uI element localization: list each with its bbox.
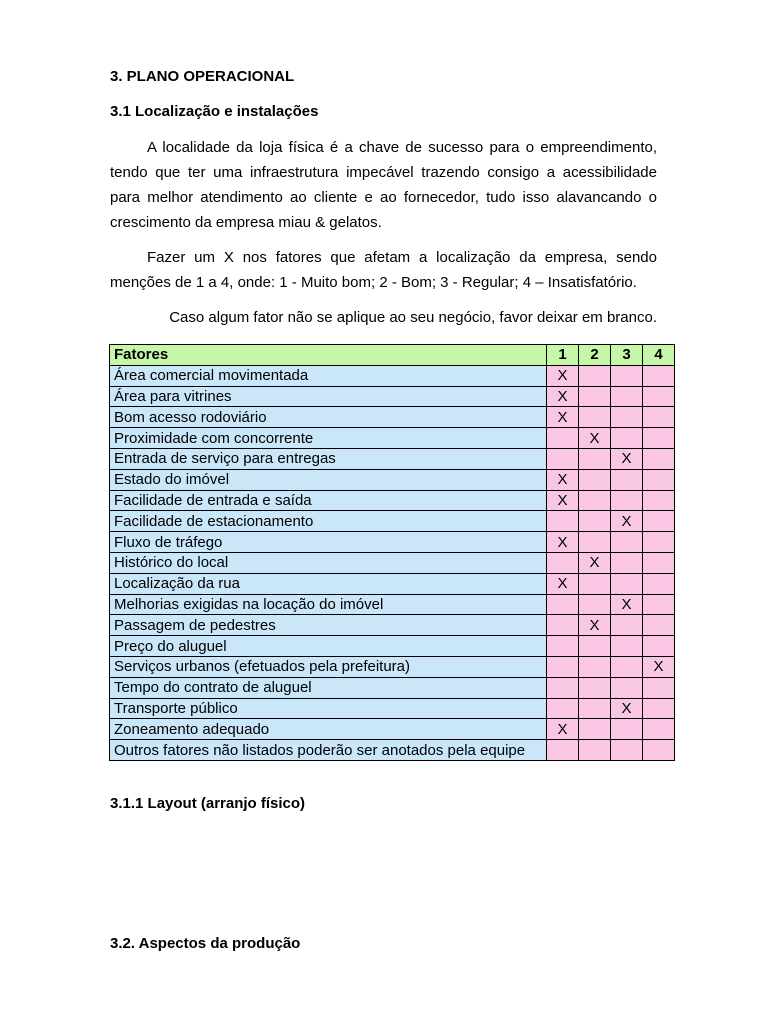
factor-name-cell: Zoneamento adequado (110, 719, 547, 740)
rating-cell-4 (643, 636, 675, 657)
rating-cell-1 (547, 615, 579, 636)
factor-name-cell: Área comercial movimentada (110, 365, 547, 386)
rating-cell-1: X (547, 407, 579, 428)
rating-cell-2 (579, 365, 611, 386)
rating-cell-1: X (547, 386, 579, 407)
rating-cell-2 (579, 469, 611, 490)
rating-cell-2 (579, 448, 611, 469)
rating-cell-4 (643, 407, 675, 428)
layout-subtitle: 3.1.1 Layout (arranjo físico) (110, 795, 306, 812)
header-1: 1 (547, 345, 579, 366)
rating-cell-1: X (547, 469, 579, 490)
factor-name-cell: Outros fatores não listados poderão ser anotados pela equipe (110, 740, 547, 761)
table-row (110, 594, 675, 615)
rating-cell-4 (643, 573, 675, 594)
table-row (110, 740, 675, 761)
rating-cell-3: X (611, 511, 643, 532)
rating-cell-4 (643, 615, 675, 636)
rating-cell-3 (611, 677, 643, 698)
rating-cell-4: X (643, 656, 675, 677)
rating-cell-2 (579, 511, 611, 532)
rating-cell-1 (547, 594, 579, 615)
rating-cell-4 (643, 719, 675, 740)
rating-cell-3 (611, 365, 643, 386)
rating-cell-4 (643, 552, 675, 573)
rating-cell-3: X (611, 594, 643, 615)
rating-cell-3 (611, 740, 643, 761)
rating-cell-3 (611, 636, 643, 657)
table-row (110, 490, 675, 511)
rating-cell-3 (611, 428, 643, 449)
table-row (110, 386, 675, 407)
header-fatores: Fatores (110, 345, 547, 366)
table-row (110, 448, 675, 469)
rating-cell-3 (611, 573, 643, 594)
rating-cell-3 (611, 386, 643, 407)
location-factors-table (109, 344, 675, 761)
rating-cell-4 (643, 428, 675, 449)
rating-cell-2 (579, 532, 611, 553)
subsection-title: 3.1 Localização e instalações (110, 103, 319, 120)
rating-cell-1: X (547, 719, 579, 740)
rating-cell-4 (643, 532, 675, 553)
rating-cell-1 (547, 552, 579, 573)
table-row (110, 532, 675, 553)
rating-cell-3 (611, 552, 643, 573)
rating-cell-3 (611, 656, 643, 677)
table-row (110, 636, 675, 657)
factor-name-cell: Histórico do local (110, 552, 547, 573)
table-row (110, 698, 675, 719)
rating-cell-1: X (547, 490, 579, 511)
rating-cell-4 (643, 469, 675, 490)
factor-name-cell: Passagem de pedestres (110, 615, 547, 636)
table-row (110, 615, 675, 636)
rating-cell-2 (579, 740, 611, 761)
factor-name-cell: Serviços urbanos (efetuados pela prefeitura) (110, 656, 547, 677)
rating-cell-4 (643, 365, 675, 386)
rating-cell-4 (643, 490, 675, 511)
factor-name-cell: Estado do imóvel (110, 469, 547, 490)
rating-cell-2 (579, 719, 611, 740)
rating-cell-3 (611, 469, 643, 490)
table-row (110, 552, 675, 573)
rating-cell-1 (547, 511, 579, 532)
rating-cell-2: X (579, 552, 611, 573)
rating-cell-1: X (547, 573, 579, 594)
factor-name-cell: Área para vitrines (110, 386, 547, 407)
intro-paragraph: A localidade da loja física é a chave de sucesso para o empreendimento, tendo que ter uma infraestrutura impecável trazendo consigo a acessibilidade para melhor atendimento ao cliente e ao fornecedor, tudo isso alavancando o crescimento da empresa miau & gelatos. (110, 139, 657, 231)
rating-cell-2: X (579, 615, 611, 636)
rating-cell-2: X (579, 428, 611, 449)
instruction-paragraph: Fazer um X nos fatores que afetam a localização da empresa, sendo menções de 1 a 4, onde: 1 - Muito bom; 2 - Bom; 3 - Regular; 4 – Insatisfatório. (110, 249, 657, 291)
rating-cell-4 (643, 511, 675, 532)
rating-cell-3 (611, 719, 643, 740)
rating-cell-2 (579, 698, 611, 719)
table-row (110, 573, 675, 594)
rating-cell-1 (547, 636, 579, 657)
production-section-title: 3.2. Aspectos da produção (110, 935, 301, 952)
header-3: 3 (611, 345, 643, 366)
rating-cell-1 (547, 656, 579, 677)
rating-cell-3: X (611, 698, 643, 719)
factor-name-cell: Facilidade de entrada e saída (110, 490, 547, 511)
section-title: 3. PLANO OPERACIONAL (110, 68, 295, 85)
table-row (110, 656, 675, 677)
rating-cell-1: X (547, 532, 579, 553)
rating-cell-2 (579, 594, 611, 615)
table-row (110, 719, 675, 740)
rating-cell-1 (547, 677, 579, 698)
rating-cell-4 (643, 677, 675, 698)
rating-cell-2 (579, 490, 611, 511)
factor-name-cell: Bom acesso rodoviário (110, 407, 547, 428)
rating-cell-3 (611, 490, 643, 511)
table-row (110, 428, 675, 449)
factor-name-cell: Proximidade com concorrente (110, 428, 547, 449)
rating-cell-4 (643, 698, 675, 719)
rating-cell-3 (611, 532, 643, 553)
table-row (110, 469, 675, 490)
rating-cell-1 (547, 448, 579, 469)
rating-cell-2 (579, 407, 611, 428)
table-row (110, 677, 675, 698)
header-4: 4 (643, 345, 675, 366)
rating-cell-2 (579, 573, 611, 594)
rating-cell-3 (611, 407, 643, 428)
factor-name-cell: Transporte público (110, 698, 547, 719)
rating-cell-1: X (547, 365, 579, 386)
rating-cell-2 (579, 386, 611, 407)
rating-cell-2 (579, 677, 611, 698)
header-2: 2 (579, 345, 611, 366)
rating-cell-4 (643, 594, 675, 615)
factor-name-cell: Tempo do contrato de aluguel (110, 677, 547, 698)
rating-cell-4 (643, 448, 675, 469)
factor-name-cell: Entrada de serviço para entregas (110, 448, 547, 469)
blank-note-paragraph: Caso algum fator não se aplique ao seu negócio, favor deixar em branco. (169, 309, 657, 326)
rating-cell-1 (547, 428, 579, 449)
rating-cell-4 (643, 386, 675, 407)
factor-name-cell: Facilidade de estacionamento (110, 511, 547, 532)
rating-cell-3 (611, 615, 643, 636)
table-row (110, 511, 675, 532)
rating-cell-1 (547, 740, 579, 761)
rating-cell-2 (579, 656, 611, 677)
rating-cell-2 (579, 636, 611, 657)
table-row (110, 365, 675, 386)
table-row (110, 407, 675, 428)
factor-name-cell: Preço do aluguel (110, 636, 547, 657)
factor-name-cell: Localização da rua (110, 573, 547, 594)
rating-cell-1 (547, 698, 579, 719)
factor-name-cell: Fluxo de tráfego (110, 532, 547, 553)
rating-cell-3: X (611, 448, 643, 469)
rating-cell-4 (643, 740, 675, 761)
factor-name-cell: Melhorias exigidas na locação do imóvel (110, 594, 547, 615)
table-header-row (110, 345, 675, 366)
